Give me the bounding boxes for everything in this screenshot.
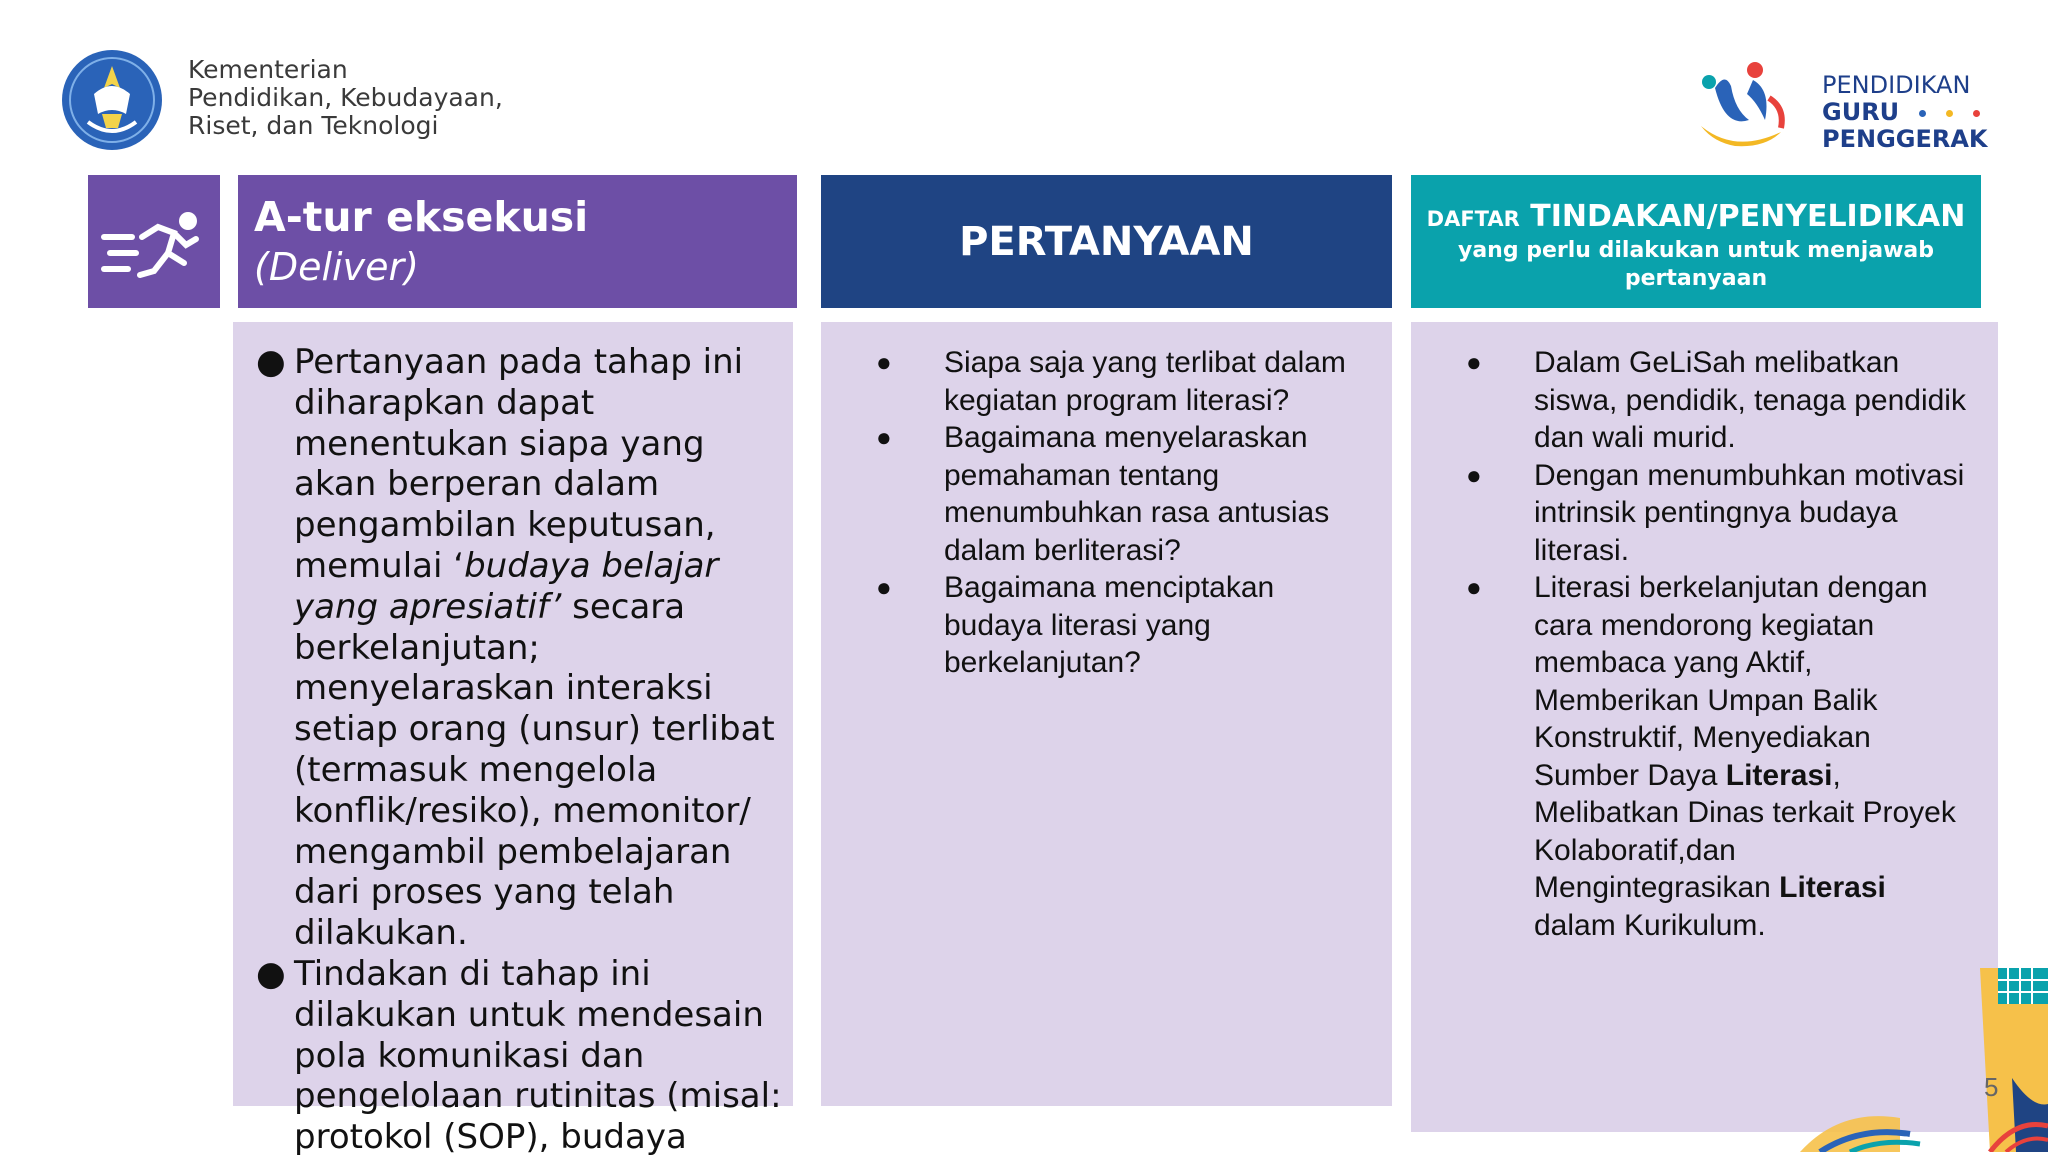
deliver-bullet-1 [256,342,786,954]
bullet-marker: ● [876,347,892,377]
page-number: 5 [1984,1072,1999,1102]
program-line-3: PENGGERAK [1822,125,1988,153]
tindakan-title-big: TINDAKAN/PENYELIDIKAN [1530,199,1966,234]
bullet-marker: ● [1466,572,1482,602]
deliver-bullet-1-italic: budaya belajar yang apresiatif’ [294,545,719,627]
bullet-marker: ● [256,342,286,382]
deliver-bullet-2 [256,954,786,1158]
ministry-name [188,56,503,140]
tindakan-item-text: Dengan menumbuhkan motivasi intrinsik pentingnya budaya literasi. [1534,458,1965,567]
pertanyaan-item-text: Bagaimana menyelaraskan pemahaman tentang menumbuhkan rasa antusias dalam berliterasi? [944,421,1330,567]
bullet-marker: ● [1466,347,1482,377]
tut-wuri-handayani-logo [58,48,166,152]
tindakan-item-bold: Literasi [1779,871,1886,904]
pertanyaan-item-text: Bagaimana menciptakan budaya literasi yang berkelanjutan? [944,571,1275,679]
bullet-marker: ● [1466,459,1482,490]
tindakan-title-row [1411,199,1981,237]
pertanyaan-item-2 [876,419,1356,569]
pertanyaan-item-3 [876,569,1356,682]
dot-yellow [1946,110,1953,117]
header-pertanyaan [821,175,1392,308]
deliver-subtitle: (Deliver) [254,245,419,289]
pertanyaan-title: PERTANYAAN [959,218,1254,265]
program-name [1822,72,1988,153]
tindakan-item-text: dalam Kurikulum. [1534,908,1766,942]
tindakan-item-bold: Literasi [1725,758,1833,792]
corner-decoration [1780,968,2048,1152]
pertanyaan-list [876,344,1356,682]
tindakan-subtitle: yang perlu dilakukan untuk menjawab pertanyaan [1457,238,1934,291]
ministry-line-2: Pendidikan, Kebudayaan, [188,83,503,112]
tindakan-title-small: DAFTAR [1426,207,1520,231]
guru-penggerak-logo [1695,58,1795,152]
tindakan-item-2 [1466,457,1966,570]
dot-blue [1919,110,1926,117]
tindakan-item-text: , Melibatkan Dinas terkait Proyek Kolaboratif,dan Mengintegrasikan [1534,758,1956,904]
program-line-2-row [1822,99,1988,126]
tindakan-item-1 [1466,344,1966,457]
deliver-title: A-tur eksekusi [254,193,589,241]
deliver-bullet-1-text: Pertanyaan pada tahap ini diharapkan dapat menentukan siapa yang akan berperan dalam pengambilan keputusan, memulai ‘ [294,342,744,586]
bullet-marker: ● [256,953,286,994]
tindakan-list [1466,344,1966,944]
ministry-line-3: Riset, dan Teknologi [188,111,439,140]
header-deliver [238,175,797,308]
pertanyaan-item-1 [876,344,1356,419]
header-tindakan [1411,175,1981,308]
deliver-content [256,342,786,1158]
program-line-2: GURU [1822,98,1900,126]
program-line-1: PENDIDIKAN [1822,71,1971,99]
dot-red [1973,110,1980,117]
deliver-bullet-1-text-end: secara berkelanjutan; menyelaraskan interaksi setiap orang (unsur) terlibat (termasuk mengelola konflik/resiko), memonitor/ mengambil pembelajaran dari proses yang telah dilakukan. [294,586,775,954]
deliver-bullet-2-text: Tindakan di tahap ini dilakukan untuk mendesain pola komunikasi dan pengelolaan rutinitas (misal: protokol (SOP), budaya [294,953,782,1158]
running-person-icon [88,175,220,308]
runner-icon-box [88,175,220,308]
bullet-marker: ● [876,572,892,602]
ministry-line-1: Kementerian [188,55,348,84]
tindakan-item-text: Dalam GeLiSah melibatkan siswa, pendidik, tenaga pendidik dan wali murid. [1534,346,1966,454]
pertanyaan-item-text: Siapa saja yang terlibat dalam kegiatan program literasi? [944,346,1346,417]
tindakan-item-text: Literasi berkelanjutan dengan cara mendorong kegiatan membaca yang Aktif, Memberikan Umpan Balik Konstruktif, Menyediakan Sumber Daya [1534,571,1928,792]
bullet-marker: ● [876,422,892,452]
tindakan-item-3 [1466,569,1966,944]
